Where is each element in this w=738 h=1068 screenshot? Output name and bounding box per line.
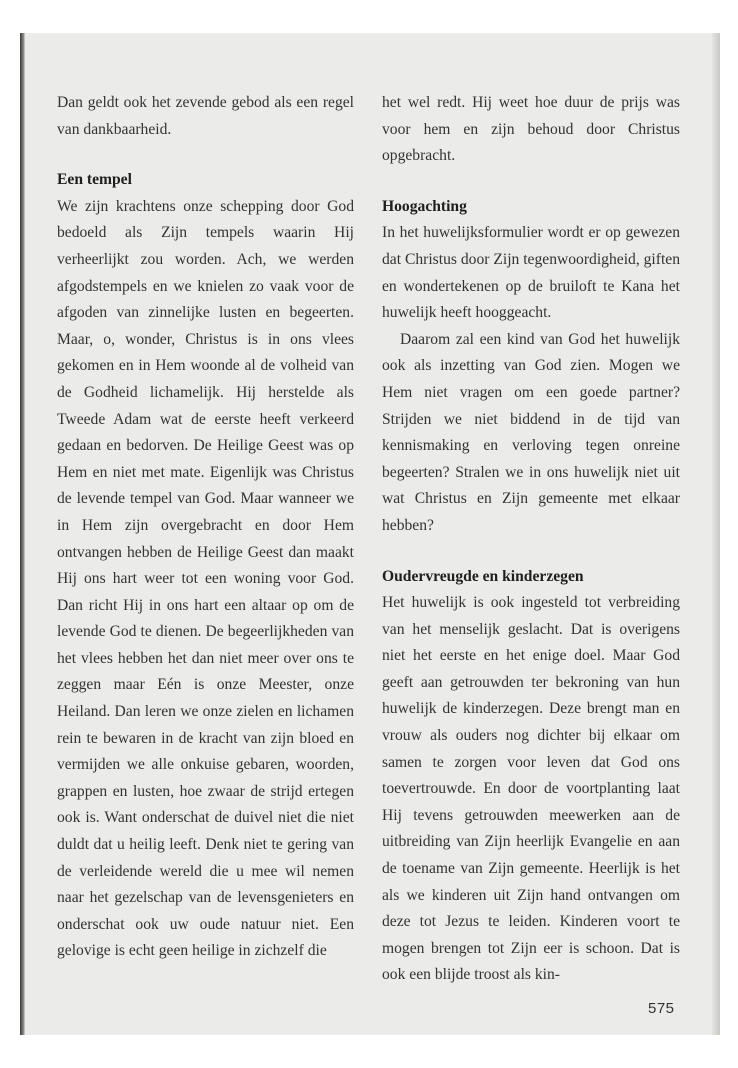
left-column [57,90,354,965]
book-page [20,33,720,1035]
section-heading-hoogachting: Hoogachting [382,197,467,215]
right-column [382,90,680,989]
book-spine-shadow [20,33,25,1035]
section-heading-een-tempel: Een tempel [57,171,132,189]
page-number: 575 [648,1000,675,1017]
paragraph: het wel redt. Hij weet hoe duur de prijs was voor hem en zijn behoud door Christus opgebracht. [382,94,680,165]
paragraph: In het huwelijksformulier wordt er op gewezen dat Christus door Zijn tegenwoordigheid, giften en wondertekenen op de bruiloft te Kana het huwelijk heeft hooggeacht. [382,224,680,322]
paragraph: Dan geldt ook het zevende gebod als een regel van dankbaarheid. [57,94,354,138]
section-heading-oudervreugde: Oudervreugde en kinderzegen [382,567,584,585]
paragraph: Het huwelijk is ook ingesteld tot verbreiding van het menselijk geslacht. Dat is overigens niet het eerste en het enige doel. Maar God geeft aan getrouwden ter bekroning van hun huwelijk de kinderzegen. Deze brengt man en vrouw als ouders nog dichter bij elkaar om samen te zorgen voor leven dat God ons toevertrouwde. En door de voortplanting laat Hij tevens getrouwden meewerken aan de uitbreiding van Zijn heerlijk Evangelie en aan de toename van Zijn gemeente. Heerlijk is het als we kinderen uit Zijn hand ontvangen om deze tot Jezus te leiden. Kinderen voort te mogen brengen tot Zijn eer is schoon. Dat is ook een blijde troost als kin- [382,594,680,984]
page-edge [712,33,720,1035]
paragraph: Daarom zal een kind van God het huwelijk ook als inzetting van God zien. Mogen we Hem niet vragen om een goede partner? Strijden we niet biddend in de tijd van kennismaking en verloving tegen onreine begeerten? Stralen we in ons huwelijk niet uit wat Christus en Zijn gemeente met elkaar hebben? [382,330,680,534]
paragraph: We zijn krachtens onze schepping door God bedoeld als Zijn tempels waarin Hij verheerlijkt zou worden. Ach, we werden afgodstempels en we knielen zo vaak voor de afgoden van zinnelijke lusten en begeerten. Maar, o, wonder, Christus is in ons vlees gekomen en in Hem woonde al de volheid van de Godheid lichamelijk. Hij herstelde als Tweede Adam wat de eerste heeft verkeerd gedaan en bedorven. De Heilige Geest was op Hem en niet met mate. Eigenlijk was Christus de levende tempel van God. Maar wanneer we in Hem zijn overgebracht en door Hem ontvangen hebben de Heilige Geest dan maakt Hij ons hart weer tot een woning voor God. Dan richt Hij in ons hart een altaar op om de levende God te dienen. De begeerlijkheden van het vlees hebben het dan niet meer over ons te zeggen maar Eén is onze Meester, onze Heiland. Dan leren we onze zielen en lichamen rein te bewaren in de kracht van zijn bloed en vermijden we alle onkuise gebaren, woorden, grappen en lusten, hoe zwaar de strijd ertegen ook is. Want onderschat de duivel niet die niet duldt dat u heilig leeft. Denk niet te gering van de verleidende wereld die u mee wil nemen naar het gezelschap van de levensgenieters en onderschat ook uw oude natuur niet. Een gelovige is echt geen heilige in zichzelf die [57,197,354,960]
